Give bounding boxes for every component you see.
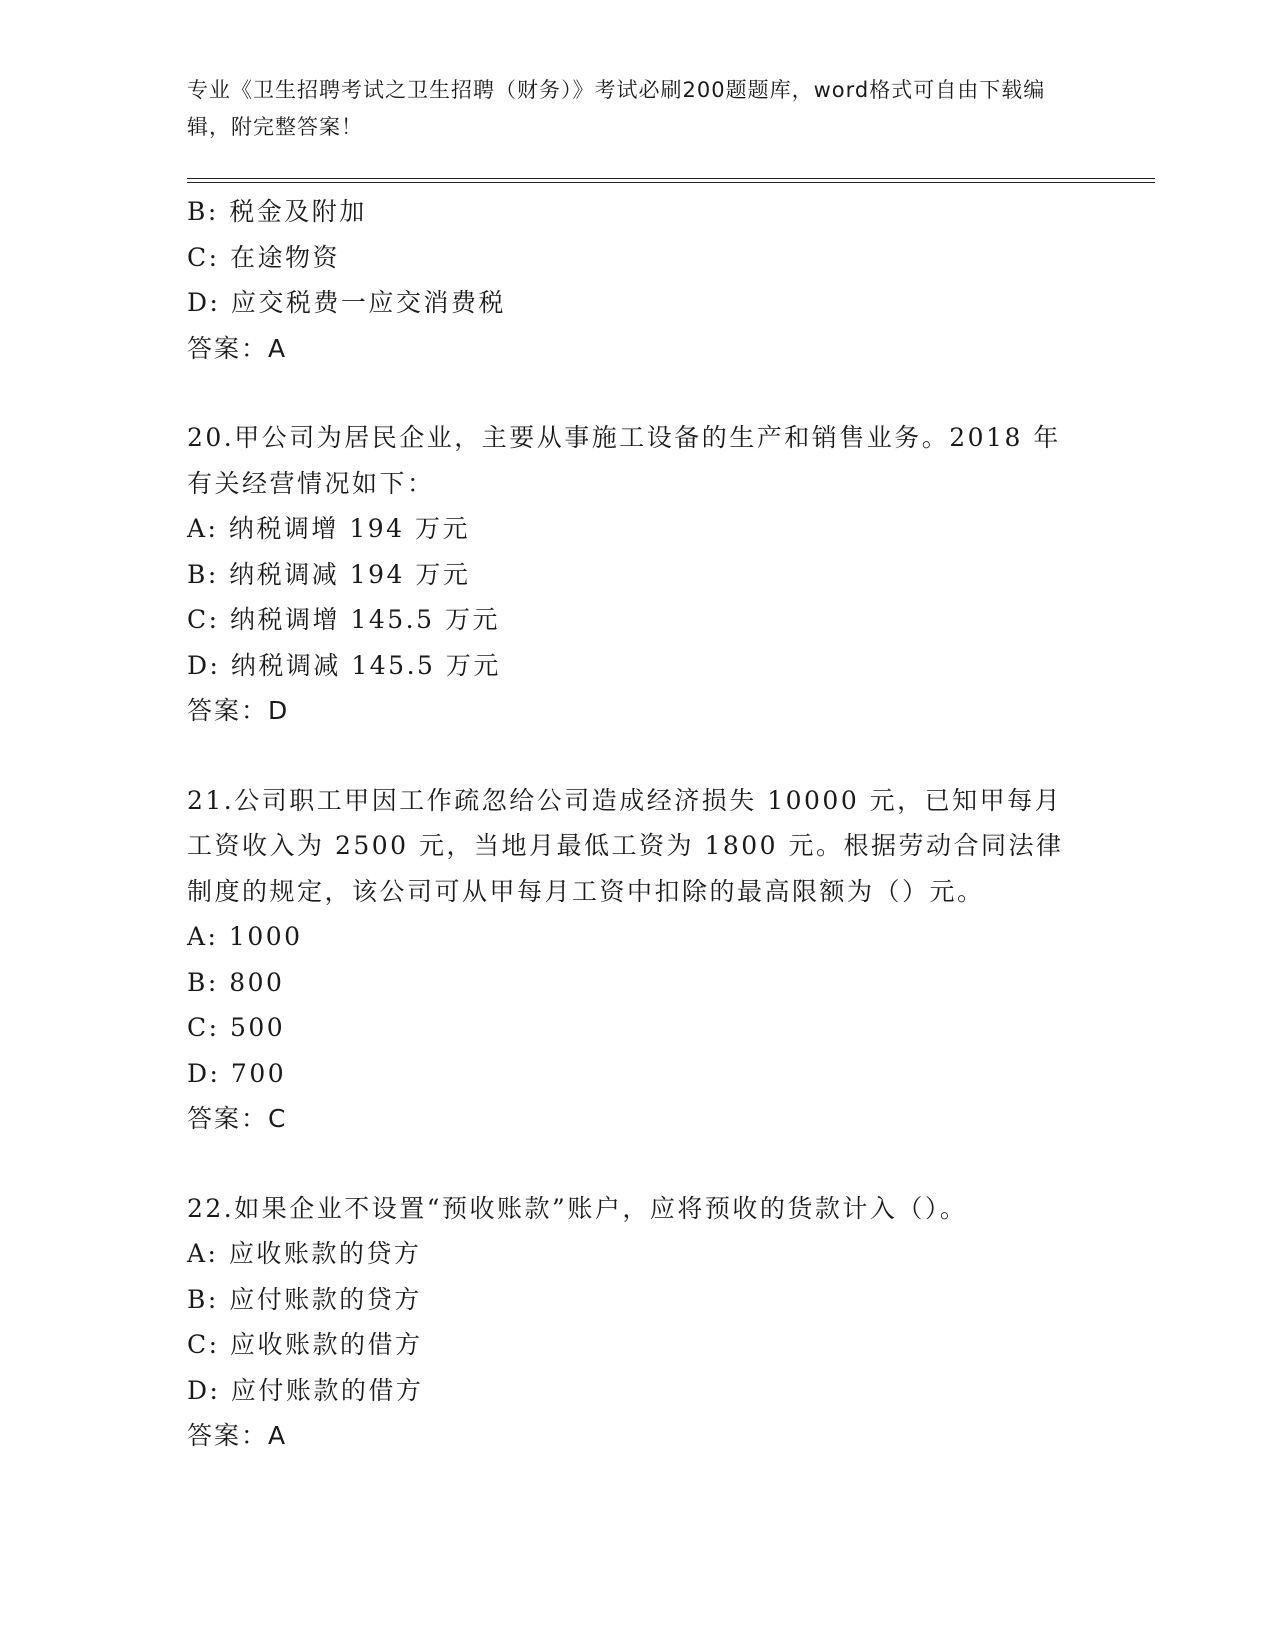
option-d: D: 700 xyxy=(187,1058,287,1088)
option-c: C: 在途物资 xyxy=(187,242,340,272)
question-text: 21.公司职工甲因工作疏忽给公司造成经济损失 10000 元，已知甲每月工资收入为 2500 元，当地月最低工资为 1800 元。根据劳动合同法律制度的规定，该公司可从甲每月工资中扣除的最高限额为（）元。 xyxy=(187,785,1064,906)
answer-line: 答案：A xyxy=(187,1421,288,1450)
option-b: B: 税金及附加 xyxy=(187,197,367,226)
question-text: 20.甲公司为居民企业，主要从事施工设备的生产和销售业务。2018 年有关经营情况如下： xyxy=(187,423,1061,498)
header-divider xyxy=(187,178,1155,183)
carryover-question xyxy=(187,189,1087,371)
question-list xyxy=(187,189,1087,1459)
option-a: A: 1000 xyxy=(187,922,303,951)
question-text: 22.如果企业不设置“预收账款”账户，应将预收的货款计入（）。 xyxy=(187,1193,968,1223)
option-c: C: 500 xyxy=(187,1013,286,1042)
option-a: A: 纳税调增 194 万元 xyxy=(187,514,471,543)
document-header: 专业《卫生招聘考试之卫生招聘（财务）》考试必刷200题题库，word格式可自由下载编辑，附完整答案！ xyxy=(187,78,1046,139)
question-20 xyxy=(187,415,1087,734)
option-d: D: 应付账款的借方 xyxy=(187,1375,424,1405)
option-a: A: 应收账款的贷方 xyxy=(187,1239,422,1268)
option-b: B: 应付账款的贷方 xyxy=(187,1284,422,1314)
question-21 xyxy=(187,778,1087,1142)
answer-line: 答案：A xyxy=(187,333,288,363)
option-d: D: 应交税费一应交消费税 xyxy=(187,288,506,317)
option-b: B: 纳税调减 194 万元 xyxy=(187,559,471,589)
question-22 xyxy=(187,1186,1087,1459)
option-c: C: 应收账款的借方 xyxy=(187,1330,423,1359)
option-d: D: 纳税调减 145.5 万元 xyxy=(187,650,501,680)
answer-line: 答案：D xyxy=(187,696,290,725)
answer-line: 答案：C xyxy=(187,1104,288,1133)
option-c: C: 纳税调增 145.5 万元 xyxy=(187,605,500,634)
option-b: B: 800 xyxy=(187,967,285,997)
